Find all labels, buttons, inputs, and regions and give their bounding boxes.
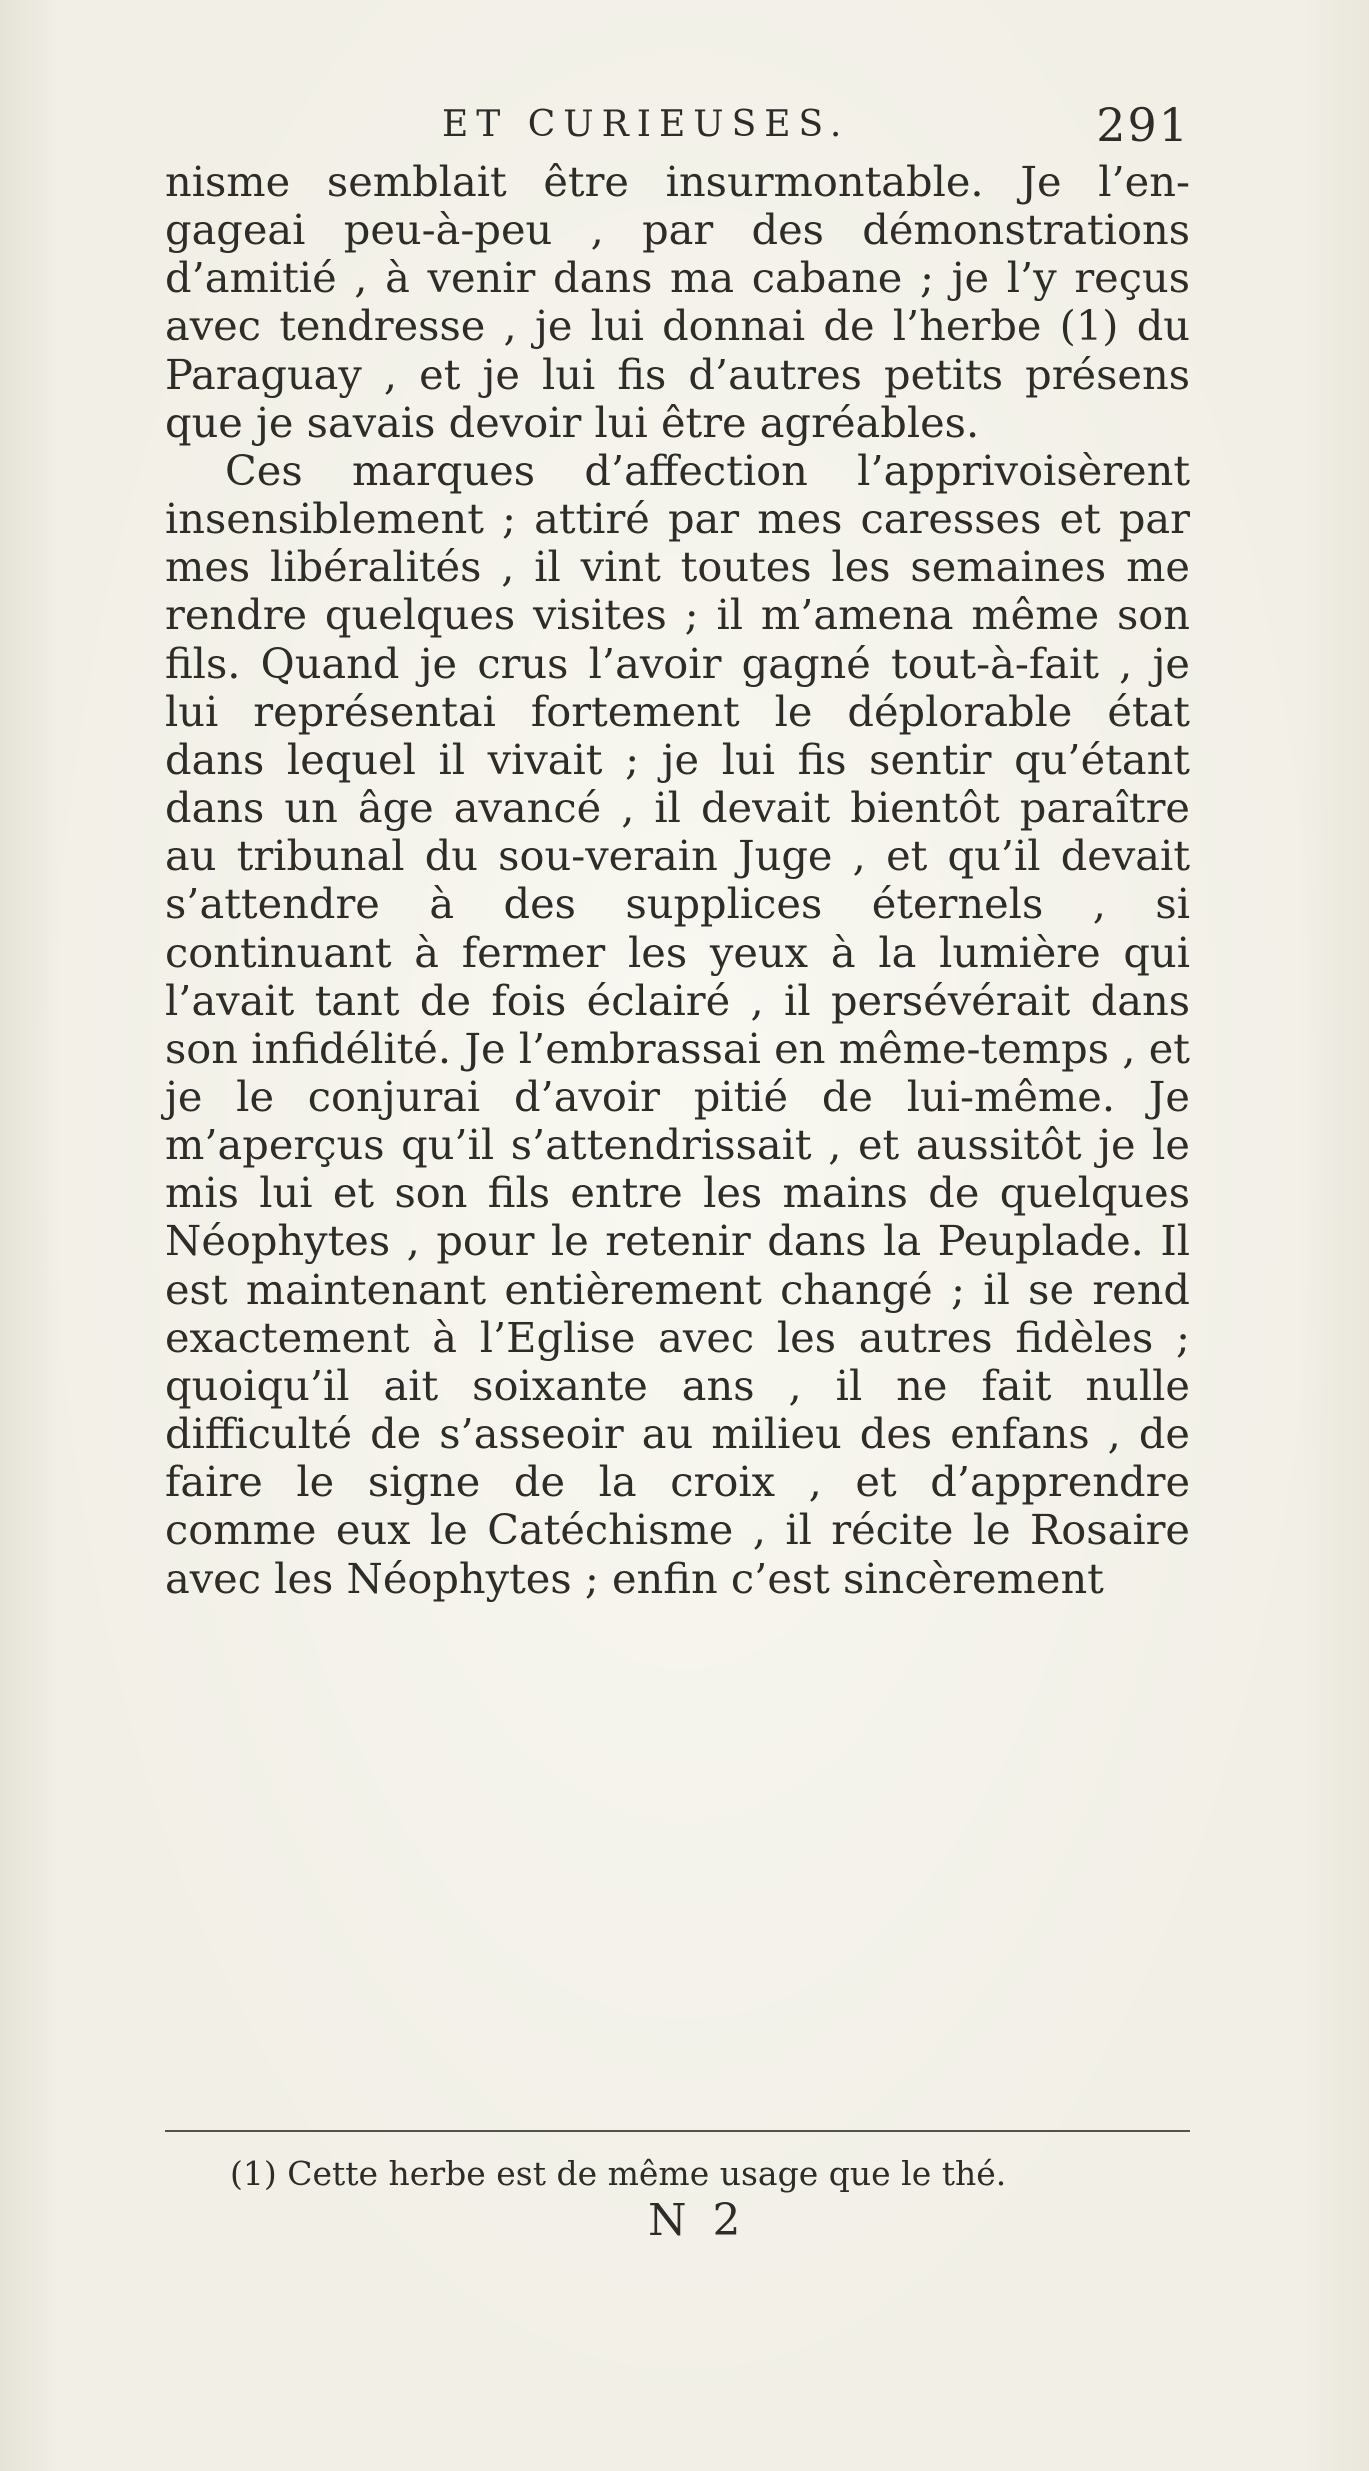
page-number: 291	[1096, 98, 1190, 152]
signature-mark: N 2	[648, 2195, 747, 2246]
running-title: ET CURIEUSES.	[442, 104, 850, 145]
page-header	[172, 98, 1190, 158]
body-text	[165, 158, 1190, 1603]
paragraph: Ces marques d’affection l’apprivoisèrent insensiblement ; attiré par mes caresses et par mes libéralités , il vint toutes les semaines me rendre quelques visites ; il m’amena même son fils. Quand je crus l’avoir gagné tout-à-fait , je lui représentai fortement le déplorable état dans lequel il vivait ; je lui fis sentir qu’étant dans un âge avancé , il devait bientôt paraître au tribunal du sou-verain Juge , et qu’il devait s’attendre à des supplices éternels , si continuant à fermer les yeux à la lumière qui l’avait tant de fois éclairé , il persévérait dans son infidélité. Je l’embrassai en même-temps , et je le conjurai d’avoir pitié de lui-même. Je m’aperçus qu’il s’attendrissait , et aussitôt je le mis lui et son fils entre les mains de quelques Néophytes , pour le retenir dans la Peuplade. Il est maintenant entièrement changé ; il se rend exactement à l’Eglise avec les autres fidèles ; quoiqu’il ait soixante ans , il ne fait nulle difficulté de s’asseoir au milieu des enfans , de faire le signe de la croix , et d’apprendre comme eux le Catéchisme , il récite le Rosaire avec les Néophytes ; enfin c’est sincèrement	[165, 445, 1190, 1603]
footnote-divider	[165, 2130, 1190, 2132]
footnote: (1) Cette herbe est de même usage que le thé.	[230, 2154, 1007, 2193]
paragraph: nisme semblait être insurmontable. Je l’en-gageai peu-à-peu , par des démonstrations d’amitié , à venir dans ma cabane ; je l’y reçus avec tendresse , je lui donnai de l’herbe (1) du Paraguay , et je lui fis d’autres petits présens que je savais devoir lui être agréables.	[165, 157, 1190, 447]
